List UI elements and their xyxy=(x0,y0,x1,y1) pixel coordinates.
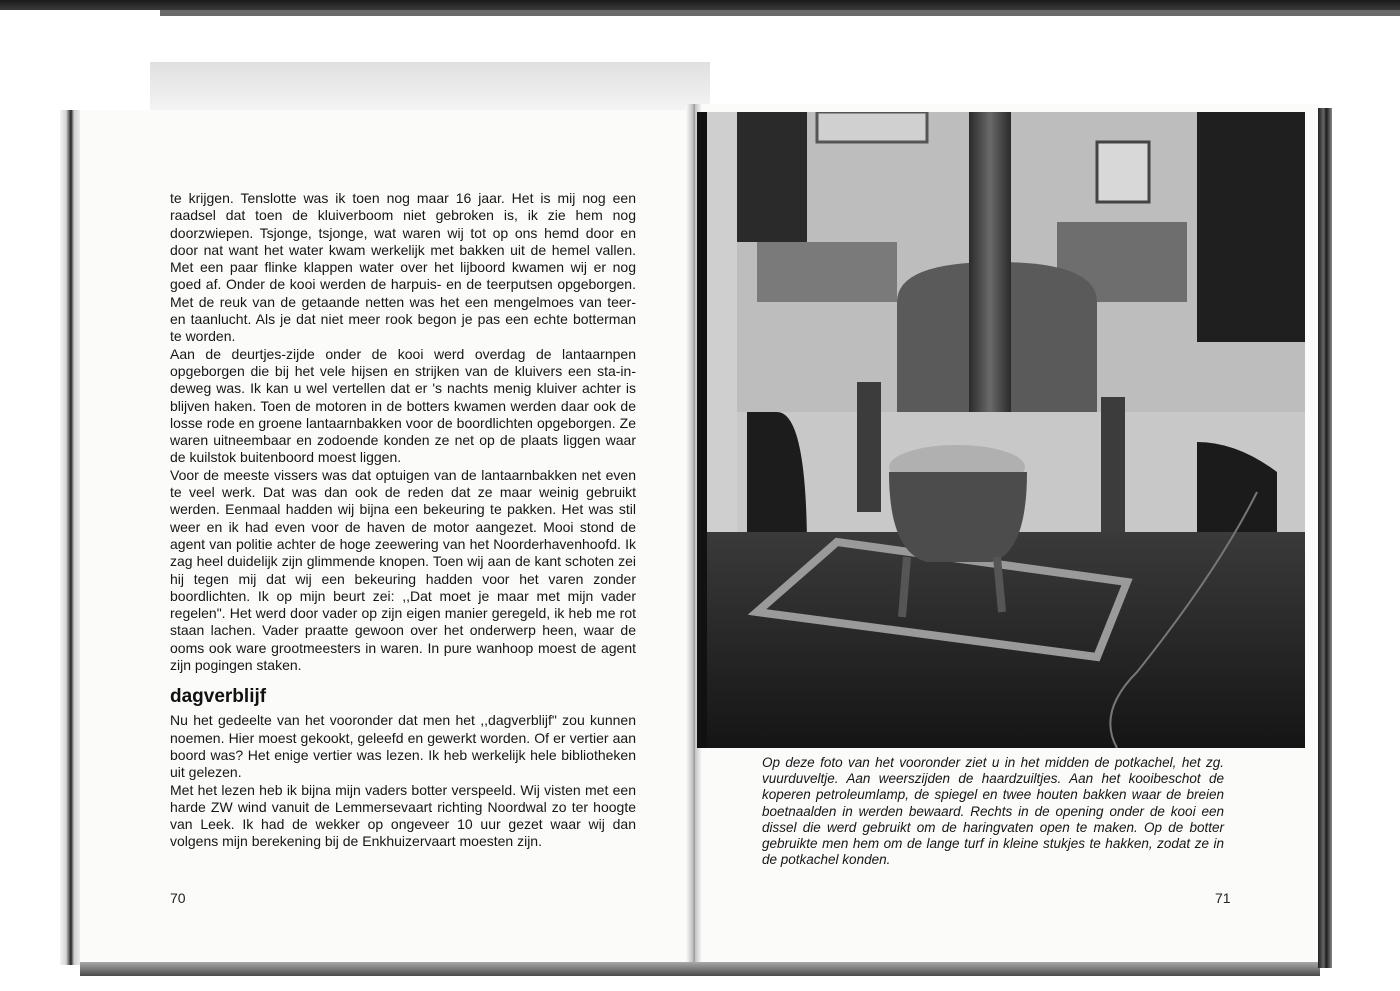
photo-caption: Op deze foto van het vooronder ziet u in het midden de potkachel, het zg. vuurduveltje. Aan weerszijden de haardzuiltjes. Aan het kooibeschot de koperen petroleumlamp, de spiegel en twee houten bakken waar de breien boetnaalden in werden bewaard. Rechts in de opening onder de kooi een dissel die werd gebruikt om de haringvaten open te maken. Op de botter gebruikte men hem om de lange turf in kleine stukjes te hakken, zodat ze in de potkachel konden. xyxy=(762,755,1224,868)
paragraph: Nu het gedeelte van het vooronder dat men het ,,dagverblijf" zou kunnen noemen. Hier moest gekookt, geleefd en gewerkt worden. Of er vertier aan boord was? Het enige vertier was lezen. Ik heb werkelijk hele bibliotheken uit gelezen. xyxy=(170,712,636,781)
paragraph: Aan de deurtjes-zijde onder de kooi werd overdag de lantaarnpen opgeborgen die bij het vele hijsen en strijken van de kluivers een sta-in-deweg was. Ik kan u wel vertellen dat er 's nachts menig kluiver achter is blijven haken. Toen de motoren in de botters kwamen werden daar ook de losse rode en groene lantaarnbakken voor de boordlichten opgeborgen. Ze waren uitneembaar en zodoende konden ze net op de plaats liggen waar de kuilstok buitenboord moest liggen. xyxy=(170,345,636,466)
stove-photo xyxy=(697,112,1305,748)
book-bottom-edge xyxy=(80,962,1320,976)
book-left-edge xyxy=(60,110,80,965)
book-right-edge xyxy=(1318,108,1332,968)
paragraph: Voor de meeste vissers was dat optuigen van de lantaarnbakken net even te veel werk. Dat was dan ook de reden dat ze maar weinig gebruikt werden. Eenmaal hadden wij bijna een bekeuring te pakken. Het was stil weer en ik had even voor de haven de motor aangezet. Mooi stond de agent van politie achter de hoge zeewering van het Noorderhavenhoofd. Ik zag heel duidelijk zijn glimmende knopen. Toen wij aan de kant schoten zei hij tegen mij dat wij een bekeuring hadden voor het varen zonder boordlichten. Ik op mijn beurt zei: ,,Dat moet je maar met mijn vader regelen". Het werd door vader op zijn eigen manier geregeld, ik heb me rot staan lachen. Vader praatte gewoon over het onderwerp heen, waar de ooms ook ware grootmeesters in waren. In pure wanhoop moest de agent zijn pogingen staken. xyxy=(170,466,636,674)
paragraph: Met het lezen heb ik bijna mijn vaders botter verspeeld. Wij visten met een harde ZW wind vanuit de Lemmersevaart richting Noordwal zo ter hoogte van Leek. Ik had de wekker op ongeveer 10 uur gezet waar wij dan volgens mijn berekening bij de Enkhuizervaart moesten zijn. xyxy=(170,781,636,850)
section-heading: dagverblijf xyxy=(170,686,267,708)
left-page-text xyxy=(170,190,636,851)
scan-top-edge xyxy=(0,0,1400,10)
scan-top-shadow xyxy=(160,10,1400,16)
page-number-left: 70 xyxy=(170,890,186,906)
page-number-right: 71 xyxy=(1215,890,1231,906)
paragraph: te krijgen. Tenslotte was ik toen nog maar 16 jaar. Het is mij nog een raadsel dat toen de kluiverboom niet gebroken is, ik zie hem nog doorzwiepen. Tsjonge, tsjonge, wat waren wij tot op ons hemd door en door nat want het water kwam werkelijk met bakken uit de hemel vallen. Met een paar flinke klappen water over het lijboord kwamen wij er nog goed af. Onder de kooi werden de harpuis- en de teerputsen opgeborgen. Met de reuk van de getaande netten was het een mengelmoes van teer- en taanlucht. Als je dat niet meer rook begon je pas een echte botterman te worden. xyxy=(170,190,636,345)
stove-photo-drawing xyxy=(697,112,1305,748)
